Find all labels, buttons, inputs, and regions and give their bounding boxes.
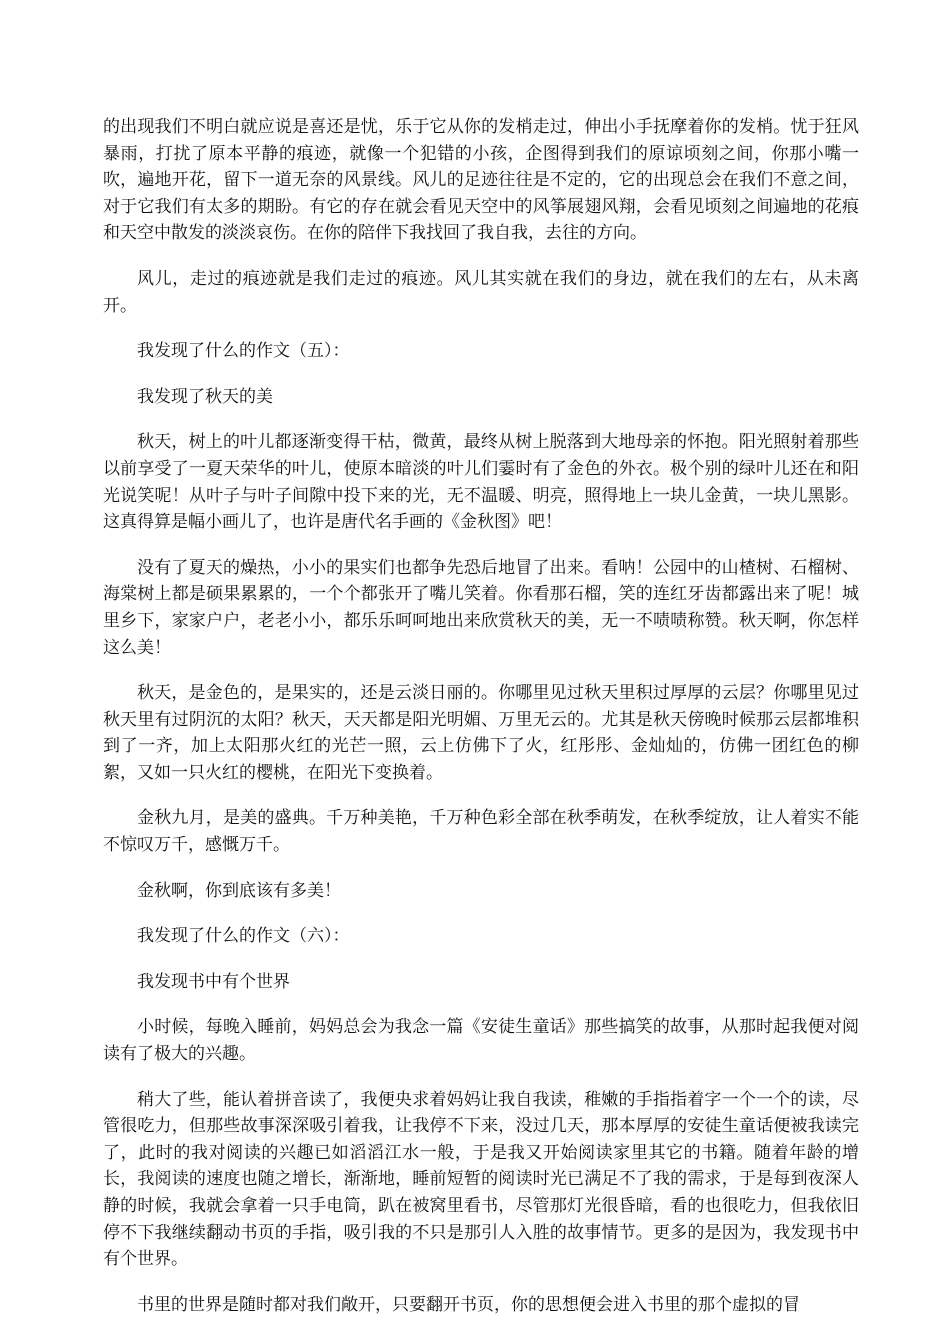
paragraph: 稍大了些，能认着拼音读了，我便央求着妈妈让我自我读，稚嫩的手指指着字一个一个的读，尽管很吃力，但那些故事深深吸引着我，让我停不下来，没过几天，那本厚厚的安徒生童话便被我读完了，此时的我对阅读的兴趣已如滔滔江水一般，于是我又开始阅读家里其它的书籍。随着年龄的增长，我阅读的速度也随之增长，渐渐地，睡前短暂的阅读时光已满足不了我的需求，于是每到夜深人静的时候，我就会拿着一只手电筒，趴在被窝里看书，尽管那灯光很昏暗，看的也很吃力，但我依旧停不下我继续翻动书页的手指，吸引我的不只是那引人入胜的故事情节。更多的是因为，我发现书中有个世界。 bbox=[103, 1089, 859, 1270]
section-heading: 我发现了什么的作文（五）： bbox=[137, 341, 350, 362]
paragraph: 金秋九月，是美的盛典。千万种美艳，千万种色彩全部在秋季萌发，在秋季绽放，让人着实不能不惊叹万千，感慨万千。 bbox=[103, 808, 859, 856]
paragraph: 风儿，走过的痕迹就是我们走过的痕迹。风儿其实就在我们的身边，就在我们的左右，从未离开。 bbox=[103, 268, 859, 316]
paragraph: 的出现我们不明白就应说是喜还是忧，乐于它从你的发梢走过，伸出小手抚摩着你的发梢。忧于狂风暴雨，打扰了原本平静的痕迹，就像一个犯错的小孩，企图得到我们的原谅顷刻之间，你那小嘴一吹，遍地开花，留下一道无奈的风景线。风儿的足迹往往是不定的，它的出现总会在我们不意之间，对于它我们有太多的期盼。有它的存在就会看见天空中的风筝展翅风翔，会看见顷刻之间遍地的花痕和天空中散发的淡淡哀伤。在你的陪伴下我找回了我自我，去往的方向。 bbox=[103, 117, 859, 244]
paragraph: 秋天，是金色的，是果实的，还是云淡日丽的。你哪里见过秋天里积过厚厚的云层？你哪里见过秋天里有过阴沉的太阳？秋天，天天都是阳光明媚、万里无云的。尤其是秋天傍晚时候那云层都堆积到了一齐，加上太阳那火红的光芒一照，云上仿佛下了火，红彤彤、金灿灿的，仿佛一团红色的柳絮，又如一只火红的樱桃，在阳光下变换着。 bbox=[103, 683, 859, 783]
section-heading: 我发现了什么的作文（六）： bbox=[137, 926, 350, 947]
document-body bbox=[103, 114, 859, 1337]
paragraph: 金秋啊，你到底该有多美！ bbox=[137, 880, 341, 901]
paragraph: 没有了夏天的燥热，小小的果实们也都争先恐后地冒了出来。看呐！公园中的山楂树、石榴树、海棠树上都是硕果累累的，一个个都张开了嘴儿笑着。你看那石榴，笑的连红牙齿都露出来了呢！城里乡下，家家户户，老老小小，都乐乐呵呵地出来欣赏秋天的美，无一不啧啧称赞。秋天啊，你怎样这么美！ bbox=[103, 557, 859, 658]
paragraph: 秋天，树上的叶儿都逐渐变得干枯，微黄，最终从树上脱落到大地母亲的怀抱。阳光照射着那些以前享受了一夏天荣华的叶儿，使原本暗淡的叶儿们霎时有了金色的外衣。极个别的绿叶儿还在和阳光说笑呢！从叶子与叶子间隙中投下来的光，无不温暖、明亮，照得地上一块儿金黄，一块儿黑影。这真得算是幅小画儿了，也许是唐代名手画的《金秋图》吧！ bbox=[103, 432, 859, 533]
essay-title: 我发现书中有个世界 bbox=[137, 971, 290, 992]
essay-title: 我发现了秋天的美 bbox=[137, 386, 273, 407]
paragraph: 书里的世界是随时都对我们敞开，只要翻开书页，你的思想便会进入书里的那个虚拟的冒 bbox=[137, 1294, 800, 1315]
paragraph: 小时候，每晚入睡前，妈妈总会为我念一篇《安徒生童话》那些搞笑的故事，从那时起我便对阅读有了极大的兴趣。 bbox=[103, 1017, 859, 1065]
